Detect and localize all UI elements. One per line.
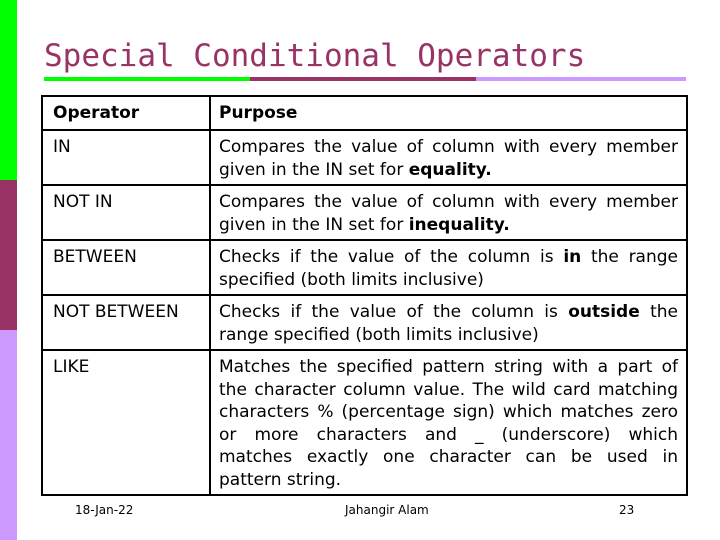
- purpose-text: Compares the value of column with every member given in the IN set for: [219, 192, 678, 235]
- footer-author: Jahangir Alam: [345, 503, 429, 517]
- purpose-text: Checks if the value of the column is: [219, 247, 564, 267]
- purpose-cell: [210, 295, 687, 350]
- operators-table: [41, 95, 688, 496]
- purpose-text: Compares the value of column with every member given in the IN set for: [219, 137, 678, 180]
- purpose-cell: [210, 185, 687, 240]
- title-underline-maroon: [250, 77, 476, 81]
- header-operator: Operator: [42, 96, 210, 130]
- table-row: [42, 295, 687, 350]
- accent-bar-lilac: [0, 330, 17, 540]
- slide-title: Special Conditional Operators: [44, 38, 586, 74]
- purpose-emphasis: outside: [568, 302, 640, 322]
- purpose-text: Checks if the value of the column is: [219, 302, 569, 322]
- footer-date: 18-Jan-22: [75, 503, 134, 517]
- purpose-text-after: the range specified (both limits inclusive): [219, 302, 678, 345]
- header-purpose: Purpose: [210, 96, 687, 130]
- purpose-cell: [210, 130, 687, 185]
- purpose-cell: [210, 350, 687, 495]
- accent-bar-green: [0, 0, 17, 180]
- operator-cell: NOT BETWEEN: [42, 295, 210, 350]
- operator-cell: BETWEEN: [42, 240, 210, 295]
- accent-bar-maroon: [0, 180, 17, 330]
- purpose-cell: [210, 240, 687, 295]
- title-underline-green: [44, 77, 250, 81]
- purpose-emphasis: equality.: [408, 159, 492, 180]
- purpose-text-after: the range specified (both limits inclusive): [219, 247, 678, 290]
- table-row: [42, 185, 687, 240]
- table-row: [42, 130, 687, 185]
- table-row: [42, 240, 687, 295]
- table-header-row: [42, 96, 687, 130]
- title-underline-lilac: [476, 77, 686, 81]
- purpose-emphasis: in: [563, 247, 582, 267]
- operator-cell: LIKE: [42, 350, 210, 495]
- footer-page-number: 23: [619, 503, 635, 517]
- purpose-emphasis: inequality.: [408, 214, 510, 235]
- operator-cell: IN: [42, 130, 210, 185]
- operator-cell: NOT IN: [42, 185, 210, 240]
- table-row: [42, 350, 687, 495]
- purpose-text: Matches the specified pattern string with a part of the character column value. The wild card matching characters % (percentage sign) which matches zero or more characters and _ (underscore) which matches exactly one character can be used in pattern string.: [219, 357, 678, 490]
